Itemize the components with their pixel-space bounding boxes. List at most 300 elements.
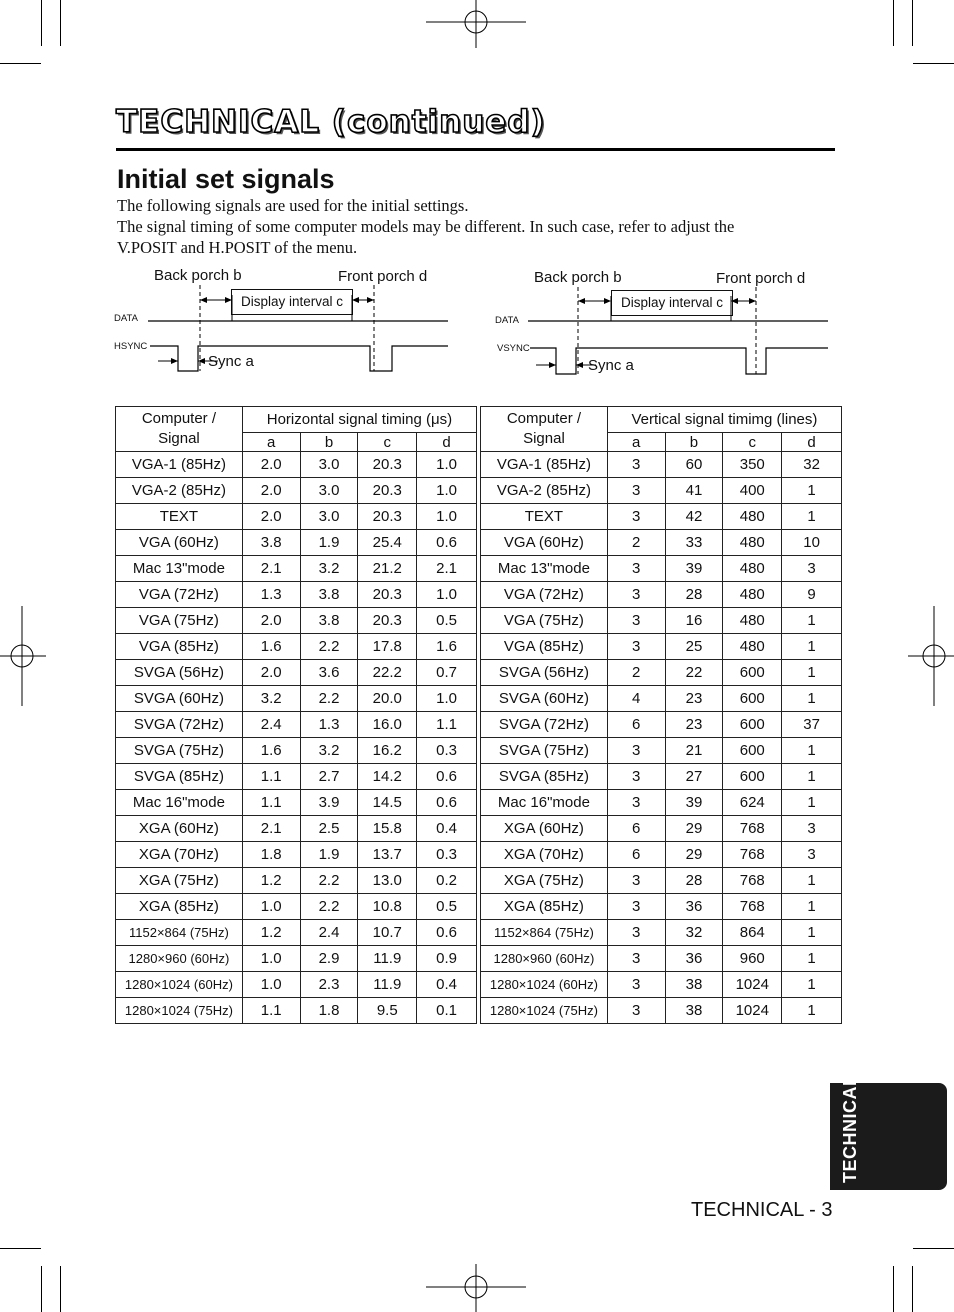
timing-value-cell: 21.2 bbox=[358, 556, 417, 582]
timing-value-cell: 0.6 bbox=[417, 920, 477, 946]
timing-value-cell: 6 bbox=[607, 712, 665, 738]
timing-value-cell: 1.6 bbox=[242, 634, 300, 660]
table-row bbox=[481, 790, 842, 816]
timing-value-cell: 2.1 bbox=[417, 556, 477, 582]
timing-value-cell: 1 bbox=[782, 868, 842, 894]
table-row bbox=[116, 634, 477, 660]
timing-value-cell: 4 bbox=[607, 686, 665, 712]
timing-value-cell: 1.0 bbox=[417, 478, 477, 504]
timing-value-cell: 1.8 bbox=[300, 998, 358, 1024]
timing-value-cell: 3 bbox=[782, 842, 842, 868]
table-row bbox=[481, 842, 842, 868]
timing-value-cell: 0.5 bbox=[417, 608, 477, 634]
timing-value-cell: 1 bbox=[782, 660, 842, 686]
timing-value-cell: 1.0 bbox=[417, 504, 477, 530]
crop-mark bbox=[912, 1266, 913, 1312]
table-row bbox=[481, 816, 842, 842]
timing-value-cell: 3 bbox=[607, 998, 665, 1024]
timing-value-cell: 29 bbox=[665, 816, 723, 842]
timing-value-cell: 3 bbox=[607, 608, 665, 634]
signal-name-cell: XGA (60Hz) bbox=[116, 816, 243, 842]
timing-value-cell: 2.1 bbox=[242, 556, 300, 582]
signal-name-cell: SVGA (72Hz) bbox=[116, 712, 243, 738]
timing-value-cell: 1.0 bbox=[417, 686, 477, 712]
timing-value-cell: 480 bbox=[723, 634, 782, 660]
timing-value-cell: 3 bbox=[607, 556, 665, 582]
timing-value-cell: 3.0 bbox=[300, 452, 358, 478]
timing-value-cell: 16.0 bbox=[358, 712, 417, 738]
timing-value-cell: 0.7 bbox=[417, 660, 477, 686]
signal-name-cell: Mac 13"mode bbox=[116, 556, 243, 582]
timing-value-cell: 600 bbox=[723, 660, 782, 686]
table-row bbox=[116, 608, 477, 634]
timing-value-cell: 23 bbox=[665, 712, 723, 738]
signal-name-cell: 1280×960 (60Hz) bbox=[116, 946, 243, 972]
sync-a-label: Sync a bbox=[588, 357, 634, 374]
timing-value-cell: 10.8 bbox=[358, 894, 417, 920]
timing-value-cell: 1.3 bbox=[242, 582, 300, 608]
timing-value-cell: 14.5 bbox=[358, 790, 417, 816]
crop-mark bbox=[912, 0, 913, 46]
table-row bbox=[116, 842, 477, 868]
timing-value-cell: 600 bbox=[723, 738, 782, 764]
signal-name-cell: 1280×1024 (60Hz) bbox=[116, 972, 243, 998]
table-row bbox=[481, 478, 842, 504]
signal-name-cell: VGA (60Hz) bbox=[481, 530, 608, 556]
timing-value-cell: 1.0 bbox=[242, 894, 300, 920]
timing-value-cell: 480 bbox=[723, 582, 782, 608]
signal-name-cell: VGA-1 (85Hz) bbox=[481, 452, 608, 478]
timing-value-cell: 9.5 bbox=[358, 998, 417, 1024]
signal-name-cell: VGA (75Hz) bbox=[481, 608, 608, 634]
timing-value-cell: 1 bbox=[782, 608, 842, 634]
timing-value-cell: 21 bbox=[665, 738, 723, 764]
timing-value-cell: 0.6 bbox=[417, 764, 477, 790]
timing-value-cell: 1 bbox=[782, 894, 842, 920]
timing-value-cell: 3.8 bbox=[242, 530, 300, 556]
crop-mark bbox=[893, 0, 894, 46]
display-interval-label: Display interval c bbox=[231, 289, 353, 315]
timing-value-cell: 864 bbox=[723, 920, 782, 946]
timing-value-cell: 17.8 bbox=[358, 634, 417, 660]
table-row bbox=[481, 452, 842, 478]
timing-value-cell: 2.1 bbox=[242, 816, 300, 842]
timing-value-cell: 1.0 bbox=[417, 452, 477, 478]
back-porch-label: Back porch b bbox=[154, 267, 242, 284]
timing-value-cell: 6 bbox=[607, 842, 665, 868]
table-row bbox=[116, 998, 477, 1024]
signal-name-cell: VGA (72Hz) bbox=[116, 582, 243, 608]
timing-value-cell: 2.3 bbox=[300, 972, 358, 998]
hsync-timing-diagram bbox=[140, 285, 460, 380]
timing-value-cell: 29 bbox=[665, 842, 723, 868]
col-header-c: c bbox=[723, 433, 782, 452]
timing-value-cell: 768 bbox=[723, 842, 782, 868]
col-header-b: b bbox=[665, 433, 723, 452]
signal-name-cell: 1280×1024 (75Hz) bbox=[116, 998, 243, 1024]
timing-value-cell: 1.6 bbox=[417, 634, 477, 660]
timing-value-cell: 1 bbox=[782, 946, 842, 972]
timing-value-cell: 1 bbox=[782, 972, 842, 998]
timing-value-cell: 1024 bbox=[723, 972, 782, 998]
timing-value-cell: 3 bbox=[607, 452, 665, 478]
timing-value-cell: 1.3 bbox=[300, 712, 358, 738]
timing-value-cell: 2.4 bbox=[242, 712, 300, 738]
intro-line: The signal timing of some computer models may be different. In such case, refer to adjust the bbox=[117, 217, 735, 236]
signal-name-cell: SVGA (85Hz) bbox=[481, 764, 608, 790]
timing-value-cell: 1.8 bbox=[242, 842, 300, 868]
table-row bbox=[481, 634, 842, 660]
table-row bbox=[481, 894, 842, 920]
table-row bbox=[116, 530, 477, 556]
table-row bbox=[116, 452, 477, 478]
timing-value-cell: 3 bbox=[607, 738, 665, 764]
col-header-signal: Computer / Signal bbox=[481, 407, 608, 452]
timing-value-cell: 1 bbox=[782, 920, 842, 946]
table-row bbox=[116, 712, 477, 738]
timing-value-cell: 2.0 bbox=[242, 452, 300, 478]
signal-name-cell: 1280×1024 (60Hz) bbox=[481, 972, 608, 998]
table-row bbox=[116, 686, 477, 712]
signal-name-cell: SVGA (75Hz) bbox=[481, 738, 608, 764]
signal-name-cell: VGA (60Hz) bbox=[116, 530, 243, 556]
timing-value-cell: 0.6 bbox=[417, 790, 477, 816]
crop-mark bbox=[913, 1248, 954, 1249]
timing-value-cell: 1 bbox=[782, 634, 842, 660]
timing-value-cell: 480 bbox=[723, 556, 782, 582]
col-group-header: Vertical signal timimg (lines) bbox=[607, 407, 841, 433]
timing-value-cell: 11.9 bbox=[358, 972, 417, 998]
timing-value-cell: 1 bbox=[782, 764, 842, 790]
timing-value-cell: 15.8 bbox=[358, 816, 417, 842]
timing-value-cell: 42 bbox=[665, 504, 723, 530]
timing-value-cell: 3 bbox=[607, 868, 665, 894]
timing-value-cell: 768 bbox=[723, 894, 782, 920]
signal-name-cell: SVGA (56Hz) bbox=[116, 660, 243, 686]
timing-value-cell: 25.4 bbox=[358, 530, 417, 556]
registration-mark bbox=[908, 606, 954, 706]
table-row bbox=[481, 764, 842, 790]
side-tab-label: TECHNICAL bbox=[840, 1074, 860, 1183]
timing-value-cell: 0.9 bbox=[417, 946, 477, 972]
signal-name-cell: VGA-2 (85Hz) bbox=[116, 478, 243, 504]
timing-value-cell: 3 bbox=[607, 972, 665, 998]
table-row bbox=[116, 972, 477, 998]
timing-value-cell: 11.9 bbox=[358, 946, 417, 972]
data-signal-label: DATA bbox=[114, 313, 138, 324]
front-porch-label: Front porch d bbox=[716, 270, 806, 287]
timing-value-cell: 2.2 bbox=[300, 686, 358, 712]
col-header-signal: Computer / Signal bbox=[116, 407, 243, 452]
timing-value-cell: 600 bbox=[723, 712, 782, 738]
timing-value-cell: 3.8 bbox=[300, 582, 358, 608]
signal-name-cell: VGA-2 (85Hz) bbox=[481, 478, 608, 504]
section-title: Initial set signals bbox=[117, 164, 335, 194]
timing-value-cell: 400 bbox=[723, 478, 782, 504]
signal-name-cell: XGA (85Hz) bbox=[481, 894, 608, 920]
sync-a-label: Sync a bbox=[208, 353, 254, 370]
timing-value-cell: 13.0 bbox=[358, 868, 417, 894]
table-row bbox=[481, 868, 842, 894]
display-interval-label: Display interval c bbox=[611, 290, 733, 316]
timing-value-cell: 3.0 bbox=[300, 504, 358, 530]
timing-value-cell: 22 bbox=[665, 660, 723, 686]
signal-name-cell: TEXT bbox=[481, 504, 608, 530]
timing-value-cell: 60 bbox=[665, 452, 723, 478]
data-signal-label: DATA bbox=[495, 315, 519, 326]
timing-value-cell: 3.0 bbox=[300, 478, 358, 504]
timing-value-cell: 6 bbox=[607, 816, 665, 842]
timing-value-cell: 2.0 bbox=[242, 478, 300, 504]
crop-mark bbox=[41, 1266, 42, 1312]
timing-value-cell: 23 bbox=[665, 686, 723, 712]
timing-value-cell: 22.2 bbox=[358, 660, 417, 686]
timing-value-cell: 1.0 bbox=[242, 946, 300, 972]
signal-name-cell: XGA (60Hz) bbox=[481, 816, 608, 842]
signal-name-cell: SVGA (75Hz) bbox=[116, 738, 243, 764]
timing-value-cell: 1.2 bbox=[242, 868, 300, 894]
table-row bbox=[116, 894, 477, 920]
signal-name-cell: 1280×1024 (75Hz) bbox=[481, 998, 608, 1024]
crop-mark bbox=[0, 63, 41, 64]
timing-value-cell: 1.1 bbox=[417, 712, 477, 738]
col-header-b: b bbox=[300, 433, 358, 452]
table-row bbox=[481, 712, 842, 738]
table-row bbox=[116, 946, 477, 972]
timing-value-cell: 32 bbox=[665, 920, 723, 946]
timing-value-cell: 3 bbox=[607, 478, 665, 504]
signal-name-cell: SVGA (56Hz) bbox=[481, 660, 608, 686]
vertical-timing-table bbox=[480, 406, 842, 1024]
timing-value-cell: 3 bbox=[607, 634, 665, 660]
signal-name-cell: TEXT bbox=[116, 504, 243, 530]
table-row bbox=[481, 920, 842, 946]
registration-mark bbox=[426, 0, 526, 50]
signal-name-cell: SVGA (72Hz) bbox=[481, 712, 608, 738]
timing-value-cell: 1.0 bbox=[417, 582, 477, 608]
timing-value-cell: 0.5 bbox=[417, 894, 477, 920]
timing-value-cell: 28 bbox=[665, 868, 723, 894]
timing-value-cell: 2.0 bbox=[242, 608, 300, 634]
table-row bbox=[116, 556, 477, 582]
timing-value-cell: 2.2 bbox=[300, 868, 358, 894]
signal-name-cell: VGA (72Hz) bbox=[481, 582, 608, 608]
crop-mark bbox=[41, 0, 42, 46]
signal-name-cell: SVGA (85Hz) bbox=[116, 764, 243, 790]
timing-value-cell: 0.3 bbox=[417, 842, 477, 868]
timing-value-cell: 33 bbox=[665, 530, 723, 556]
timing-value-cell: 1.9 bbox=[300, 530, 358, 556]
timing-value-cell: 2 bbox=[607, 530, 665, 556]
signal-name-cell: XGA (75Hz) bbox=[116, 868, 243, 894]
timing-value-cell: 3 bbox=[782, 816, 842, 842]
timing-value-cell: 2.2 bbox=[300, 894, 358, 920]
timing-value-cell: 350 bbox=[723, 452, 782, 478]
timing-value-cell: 3.6 bbox=[300, 660, 358, 686]
crop-mark bbox=[60, 0, 61, 46]
timing-value-cell: 32 bbox=[782, 452, 842, 478]
timing-value-cell: 37 bbox=[782, 712, 842, 738]
crop-mark bbox=[913, 63, 954, 64]
table-row bbox=[481, 686, 842, 712]
timing-value-cell: 0.6 bbox=[417, 530, 477, 556]
signal-name-cell: VGA (85Hz) bbox=[481, 634, 608, 660]
timing-value-cell: 38 bbox=[665, 972, 723, 998]
table-row bbox=[116, 478, 477, 504]
table-row bbox=[116, 582, 477, 608]
signal-name-cell: VGA-1 (85Hz) bbox=[116, 452, 243, 478]
signal-name-cell: VGA (75Hz) bbox=[116, 608, 243, 634]
timing-value-cell: 2.0 bbox=[242, 504, 300, 530]
table-row bbox=[116, 920, 477, 946]
timing-value-cell: 1 bbox=[782, 686, 842, 712]
vsync-timing-diagram bbox=[520, 287, 840, 382]
timing-value-cell: 25 bbox=[665, 634, 723, 660]
timing-value-cell: 1 bbox=[782, 478, 842, 504]
timing-value-cell: 3.2 bbox=[300, 556, 358, 582]
registration-mark bbox=[0, 606, 46, 706]
timing-value-cell: 3 bbox=[607, 894, 665, 920]
timing-value-cell: 2.0 bbox=[242, 660, 300, 686]
timing-value-cell: 960 bbox=[723, 946, 782, 972]
timing-value-cell: 20.3 bbox=[358, 478, 417, 504]
table-row bbox=[116, 764, 477, 790]
page-header-title: TECHNICAL (continued) bbox=[116, 104, 546, 140]
col-header-a: a bbox=[607, 433, 665, 452]
timing-value-cell: 3.2 bbox=[300, 738, 358, 764]
signal-name-cell: XGA (75Hz) bbox=[481, 868, 608, 894]
timing-value-cell: 480 bbox=[723, 530, 782, 556]
timing-value-cell: 3 bbox=[607, 920, 665, 946]
crop-mark bbox=[0, 1248, 41, 1249]
timing-value-cell: 0.4 bbox=[417, 816, 477, 842]
timing-value-cell: 20.3 bbox=[358, 504, 417, 530]
timing-value-cell: 1.2 bbox=[242, 920, 300, 946]
timing-value-cell: 0.4 bbox=[417, 972, 477, 998]
timing-value-cell: 20.3 bbox=[358, 582, 417, 608]
hsync-signal-label: HSYNC bbox=[114, 341, 148, 352]
signal-name-cell: SVGA (60Hz) bbox=[481, 686, 608, 712]
header-rule bbox=[116, 148, 835, 151]
timing-value-cell: 16.2 bbox=[358, 738, 417, 764]
timing-value-cell: 768 bbox=[723, 816, 782, 842]
signal-name-cell: 1152×864 (75Hz) bbox=[116, 920, 243, 946]
back-porch-label: Back porch b bbox=[534, 269, 622, 286]
timing-value-cell: 10 bbox=[782, 530, 842, 556]
timing-value-cell: 20.3 bbox=[358, 452, 417, 478]
table-row bbox=[116, 816, 477, 842]
timing-value-cell: 28 bbox=[665, 582, 723, 608]
timing-value-cell: 38 bbox=[665, 998, 723, 1024]
col-header-d: d bbox=[782, 433, 842, 452]
timing-value-cell: 2.2 bbox=[300, 634, 358, 660]
col-header-a: a bbox=[242, 433, 300, 452]
timing-value-cell: 1.0 bbox=[242, 972, 300, 998]
timing-value-cell: 2.4 bbox=[300, 920, 358, 946]
intro-line: The following signals are used for the initial settings. bbox=[117, 196, 469, 215]
signal-name-cell: Mac 16"mode bbox=[116, 790, 243, 816]
timing-value-cell: 3.8 bbox=[300, 608, 358, 634]
signal-name-cell: Mac 13"mode bbox=[481, 556, 608, 582]
timing-value-cell: 27 bbox=[665, 764, 723, 790]
table-row bbox=[481, 608, 842, 634]
timing-value-cell: 36 bbox=[665, 946, 723, 972]
timing-value-cell: 13.7 bbox=[358, 842, 417, 868]
timing-value-cell: 1 bbox=[782, 504, 842, 530]
intro-line: V.POSIT and H.POSIT of the menu. bbox=[117, 238, 358, 257]
table-row bbox=[116, 790, 477, 816]
timing-value-cell: 0.3 bbox=[417, 738, 477, 764]
timing-value-cell: 1.6 bbox=[242, 738, 300, 764]
timing-value-cell: 1 bbox=[782, 998, 842, 1024]
page-number: TECHNICAL - 3 bbox=[691, 1199, 833, 1221]
timing-value-cell: 480 bbox=[723, 608, 782, 634]
timing-value-cell: 3 bbox=[607, 790, 665, 816]
horizontal-timing-table bbox=[115, 406, 477, 1024]
signal-name-cell: XGA (70Hz) bbox=[481, 842, 608, 868]
registration-mark bbox=[426, 1262, 526, 1312]
timing-value-cell: 39 bbox=[665, 556, 723, 582]
timing-value-cell: 36 bbox=[665, 894, 723, 920]
timing-value-cell: 1 bbox=[782, 738, 842, 764]
timing-value-cell: 600 bbox=[723, 686, 782, 712]
signal-name-cell: 1152×864 (75Hz) bbox=[481, 920, 608, 946]
timing-value-cell: 2 bbox=[607, 660, 665, 686]
timing-value-cell: 0.2 bbox=[417, 868, 477, 894]
table-row bbox=[481, 504, 842, 530]
table-row bbox=[481, 660, 842, 686]
timing-value-cell: 9 bbox=[782, 582, 842, 608]
signal-name-cell: XGA (85Hz) bbox=[116, 894, 243, 920]
table-row bbox=[481, 972, 842, 998]
crop-mark bbox=[60, 1266, 61, 1312]
table-row bbox=[481, 946, 842, 972]
table-row bbox=[481, 738, 842, 764]
timing-value-cell: 2.5 bbox=[300, 816, 358, 842]
timing-value-cell: 2.9 bbox=[300, 946, 358, 972]
timing-value-cell: 3 bbox=[782, 556, 842, 582]
table-row bbox=[481, 998, 842, 1024]
timing-value-cell: 1.1 bbox=[242, 790, 300, 816]
timing-value-cell: 1024 bbox=[723, 998, 782, 1024]
timing-value-cell: 1.1 bbox=[242, 998, 300, 1024]
timing-value-cell: 3 bbox=[607, 764, 665, 790]
table-row bbox=[116, 868, 477, 894]
timing-value-cell: 624 bbox=[723, 790, 782, 816]
timing-value-cell: 480 bbox=[723, 504, 782, 530]
timing-value-cell: 0.1 bbox=[417, 998, 477, 1024]
timing-value-cell: 16 bbox=[665, 608, 723, 634]
table-row bbox=[481, 556, 842, 582]
table-row bbox=[481, 582, 842, 608]
timing-value-cell: 20.0 bbox=[358, 686, 417, 712]
signal-name-cell: SVGA (60Hz) bbox=[116, 686, 243, 712]
crop-mark bbox=[893, 1266, 894, 1312]
timing-value-cell: 768 bbox=[723, 868, 782, 894]
col-group-header: Horizontal signal timing (μs) bbox=[242, 407, 476, 433]
signal-name-cell: 1280×960 (60Hz) bbox=[481, 946, 608, 972]
timing-value-cell: 2.7 bbox=[300, 764, 358, 790]
table-row bbox=[116, 738, 477, 764]
timing-value-cell: 14.2 bbox=[358, 764, 417, 790]
timing-value-cell: 3 bbox=[607, 582, 665, 608]
timing-value-cell: 20.3 bbox=[358, 608, 417, 634]
timing-value-cell: 10.7 bbox=[358, 920, 417, 946]
timing-value-cell: 1.1 bbox=[242, 764, 300, 790]
table-row bbox=[116, 504, 477, 530]
timing-value-cell: 3 bbox=[607, 946, 665, 972]
vsync-signal-label: VSYNC bbox=[497, 343, 530, 354]
